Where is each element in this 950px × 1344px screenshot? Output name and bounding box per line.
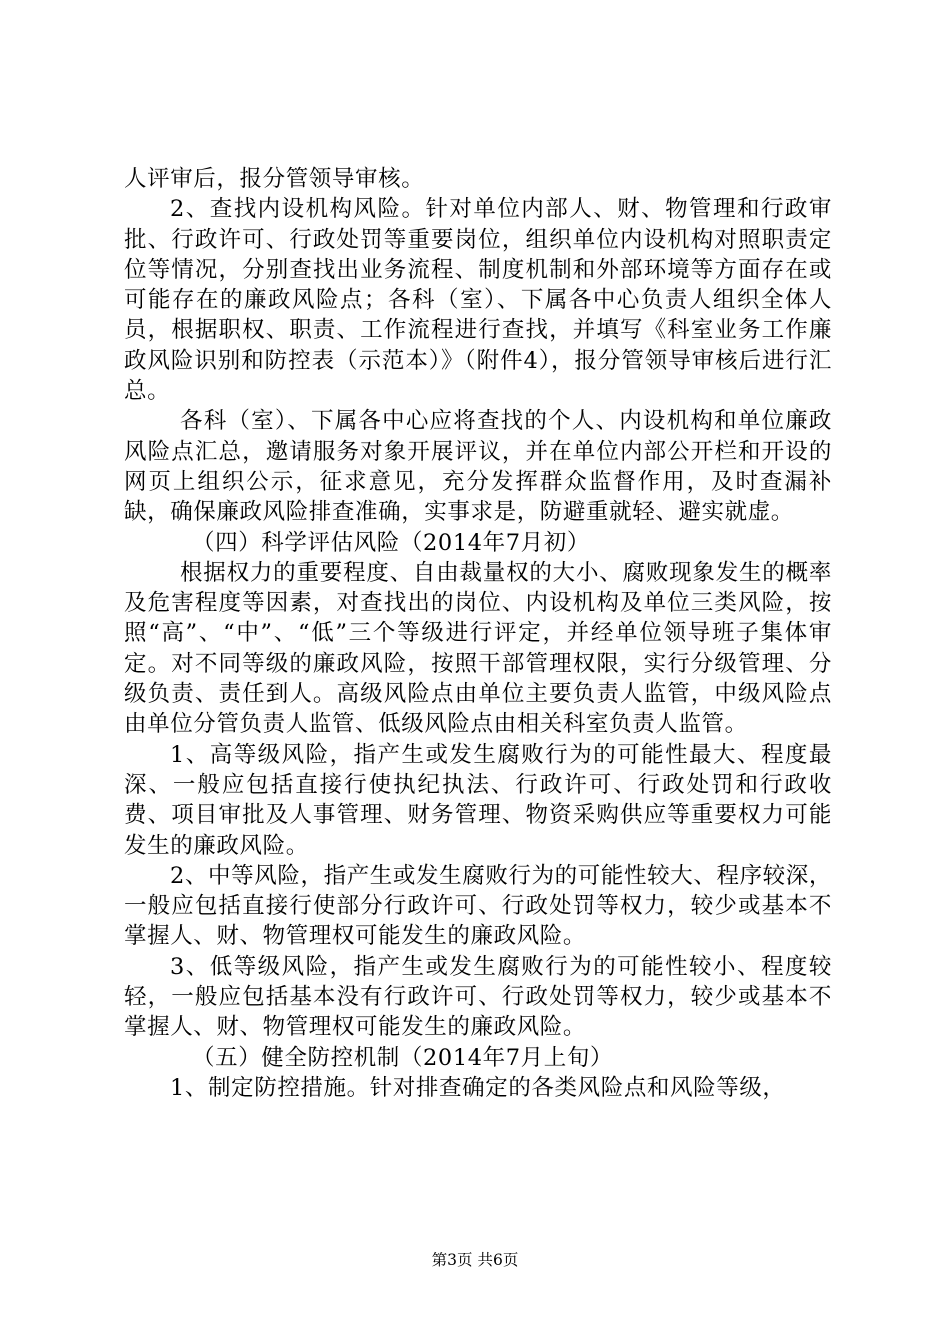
paragraph-assess-criteria: 根据权力的重要程度、自由裁量权的大小、腐败现象发生的概率及危害程度等因素，对查找出的岗位、内设机构及单位三类风险，按照“高”、“中”、“低”三个等级进行评定，并经单位领导班子集体审定。对不同等级的廉政风险，按照干部管理权限，实行分级管理、分级负责、责任到人。高级风险点由单位主要负责人监管，中级风险点由单位分管负责人监管、低级风险点由相关科室负责人监管。 (124, 559, 832, 738)
paragraph-continuation: 人评审后，报分管领导审核。 (124, 166, 425, 192)
document-body (124, 164, 832, 1103)
page-footer: 第3页 共6页 (431, 1251, 519, 1269)
paragraph-medium-risk: 2、中等风险，指产生或发生腐败行为的可能性较大、程序较深，一般应包括直接行使部分行政许可、行政处罚等权力，较少或基本不掌握人、财、物管理权可能发生的廉政风险。 (124, 862, 832, 950)
paragraph-high-risk: 1、高等级风险，指产生或发生腐败行为的可能性最大、程度最深、一般应包括直接行使执纪执法、行政许可、行政处罚和行政收费、项目审批及人事管理、财务管理、物资采购供应等重要权力可能发生的廉政风险。 (124, 741, 832, 859)
paragraph-summary: 各科（室）、下属各中心应将查找的个人、内设机构和单位廉政风险点汇总，邀请服务对象开展评议，并在单位内部公开栏和开设的网页上组织公示，征求意见，充分发挥群众监督作用，及时查漏补缺，确保廉政风险排查准确，实事求是，防避重就轻、避实就虚。 (124, 408, 832, 526)
paragraph-internal-risk: 2、查找内设机构风险。针对单位内部人、财、物管理和行政审批、行政许可、行政处罚等重要岗位，组织单位内设机构对照职责定位等情况，分别查找出业务流程、制度机制和外部环境等方面存在或可能存在的廉政风险点；各科（室）、下属各中心负责人组织全体人员，根据职权、职责、工作流程进行查找，并填写《科室业务工作廉政风险识别和防控表（示范本）》（附件4），报分管领导审核后进行汇总。 (124, 196, 832, 405)
section-heading-assess-risk: （四）科学评估风险（2014年7月初） (192, 529, 590, 556)
section-heading-control-mechanism: （五）健全防控机制（2014年7月上旬） (192, 1044, 614, 1071)
paragraph-control-measures: 1、制定防控措施。针对排查确定的各类风险点和风险等级， (170, 1074, 786, 1101)
paragraph-low-risk: 3、低等级风险，指产生或发生腐败行为的可能性较小、程度较轻，一般应包括基本没有行政许可、行政处罚等权力，较少或基本不掌握人、财、物管理权可能发生的廉政风险。 (124, 953, 832, 1041)
